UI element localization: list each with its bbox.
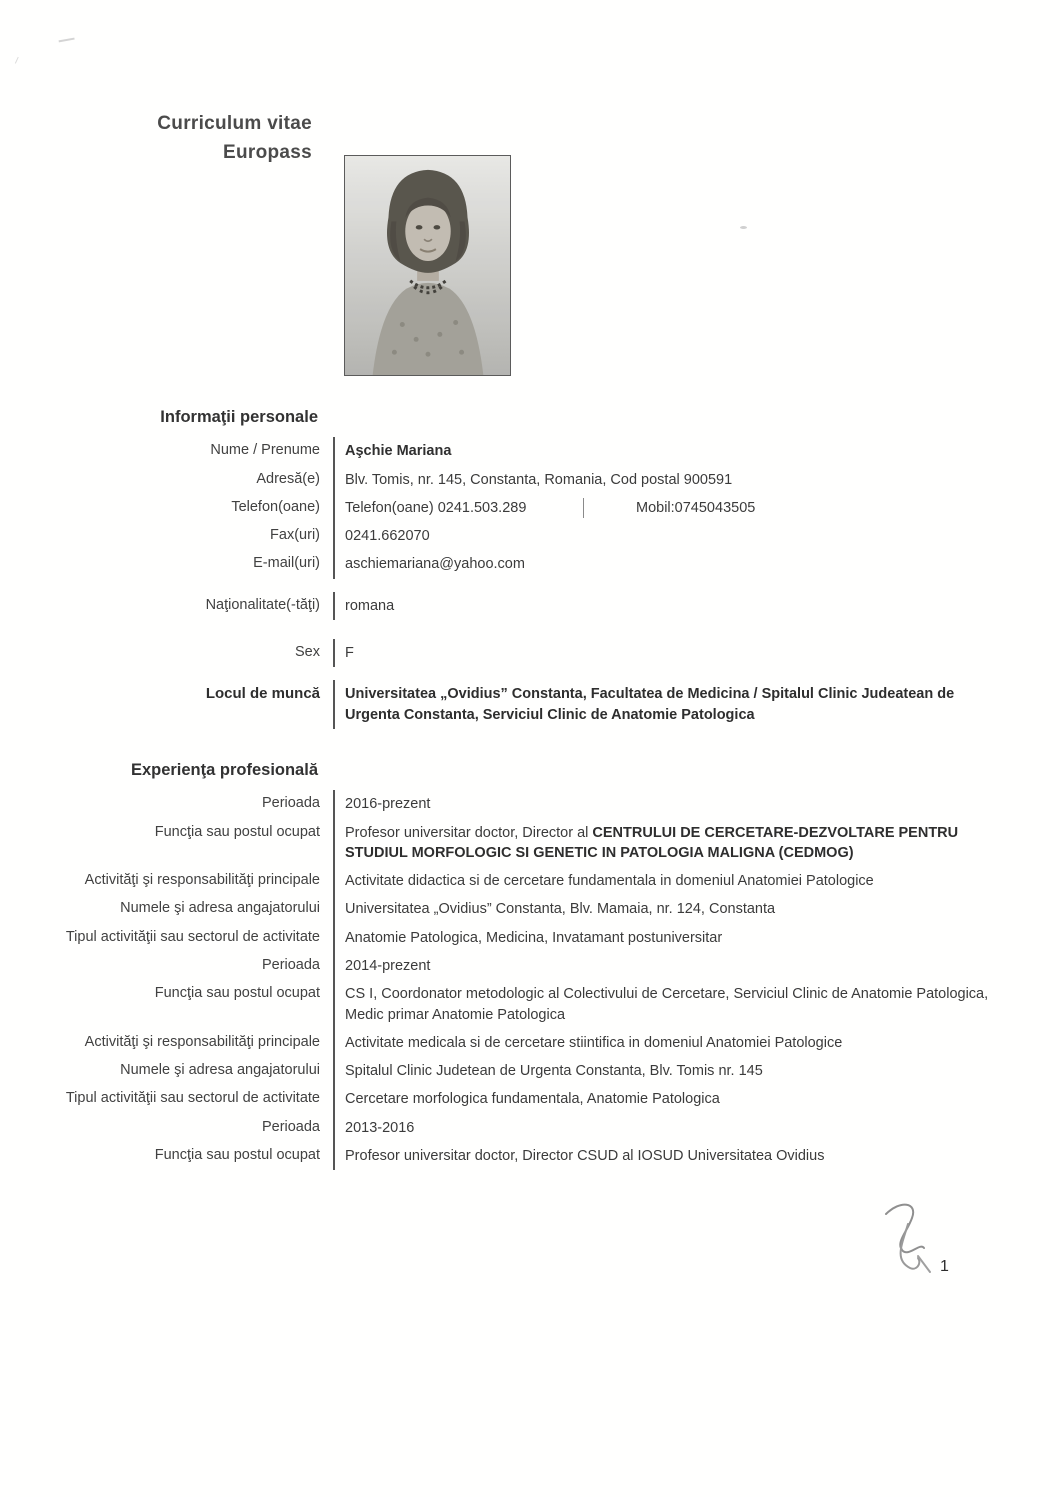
row-label: Locul de muncă xyxy=(205,685,320,703)
row-email xyxy=(0,550,1026,578)
row-value: 2013-2016 xyxy=(333,1114,1026,1142)
row-fax xyxy=(0,522,1026,550)
portrait-photo-graphic xyxy=(345,156,510,375)
scan-artifact xyxy=(15,57,24,66)
row-activitati-2 xyxy=(0,1029,1026,1057)
row-locul-de-munca xyxy=(0,680,1026,729)
row-tipul-1 xyxy=(0,924,1026,952)
row-value: Universitatea „Ovidius” Constanta, Facultatea de Medicina / Spitalul Clinic Judeatean de Urgenta Constanta, Serviciul Clinic de Anatomie Patologica xyxy=(333,680,1026,729)
row-nationalitate xyxy=(0,592,1026,620)
row-functia-2 xyxy=(0,980,1026,1029)
row-value: romana xyxy=(333,592,1026,620)
row-value: aschiemariana@yahoo.com xyxy=(333,550,1026,578)
row-value: Aşchie Mariana xyxy=(333,437,1026,465)
row-value: F xyxy=(333,639,1026,667)
portrait-photo xyxy=(344,155,511,376)
functia-text-bold: CENTRULUI DE CERCETARE-DEZVOLTARE PENTRU STUDIUL MORFOLOGIC SI GENETIC IN PATOLOGIA MALIGNA (CEDMOG) xyxy=(345,824,959,861)
functia-text: Profesor universitar doctor, Director al xyxy=(345,824,593,841)
row-value: Blv. Tomis, nr. 145, Constanta, Romania, Cod postal 900591 xyxy=(333,466,1026,494)
row-label: Perioada xyxy=(261,795,320,812)
row-label: Activităţi şi responsabilităţi principale xyxy=(84,872,320,889)
title-line-1: Curriculum vitae xyxy=(157,113,312,134)
row-label: Perioada xyxy=(261,1118,320,1135)
row-label: Nume / Prenume xyxy=(210,442,320,459)
row-perioada-1 xyxy=(0,790,1026,818)
telefon-value: Telefon(oane) 0241.503.289 xyxy=(345,499,527,516)
row-label: Naţionalitate(-tăţi) xyxy=(205,596,320,613)
scan-artifact xyxy=(57,31,74,43)
row-functia-3 xyxy=(0,1142,1026,1170)
row-value: Cercetare morfologica fundamentala, Anatomie Patologica xyxy=(333,1085,1026,1113)
row-label: Sex xyxy=(295,644,320,661)
row-value: Anatomie Patologica, Medicina, Invatamant postuniversitar xyxy=(333,924,1026,952)
cv-table xyxy=(0,402,1026,1170)
row-label: Funcţia sau postul ocupat xyxy=(154,823,320,840)
row-angajator-2 xyxy=(0,1057,1026,1085)
row-label: Tipul activităţii sau sectorul de activitate xyxy=(65,1090,320,1107)
row-value: 2014-prezent xyxy=(333,952,1026,980)
row-value: Universitatea „Ovidius” Constanta, Blv. Mamaia, nr. 124, Constanta xyxy=(333,895,1026,923)
row-label: Funcţia sau postul ocupat xyxy=(154,1147,320,1164)
row-label: Tipul activităţii sau sectorul de activitate xyxy=(65,928,320,945)
section-heading-label: Experienţa profesională xyxy=(130,760,318,779)
mobil-value: Mobil:0745043505 xyxy=(583,498,755,518)
row-adresa xyxy=(0,466,1026,494)
row-value xyxy=(333,494,1026,522)
row-nume-prenume xyxy=(0,437,1026,465)
row-value: 2016-prezent xyxy=(333,790,1026,818)
row-value: Activitate medicala si de cercetare stiintifica in domeniul Anatomiei Patologice xyxy=(333,1029,1026,1057)
row-label: Adresă(e) xyxy=(256,470,320,487)
row-functia-1 xyxy=(0,819,1026,868)
row-value xyxy=(333,819,1026,868)
section-heading-personal xyxy=(0,402,1026,432)
signature-graphic xyxy=(872,1198,944,1276)
row-angajator-1 xyxy=(0,895,1026,923)
row-telefon xyxy=(0,494,1026,522)
row-value: Spitalul Clinic Judetean de Urgenta Constanta, Blv. Tomis nr. 145 xyxy=(333,1057,1026,1085)
row-perioada-3 xyxy=(0,1114,1026,1142)
title-line-2: Europass xyxy=(223,141,312,163)
section-heading-spacer xyxy=(333,755,1026,782)
scan-artifact xyxy=(740,226,747,229)
row-label: Telefon(oane) xyxy=(231,498,320,515)
row-label: Activităţi şi responsabilităţi principale xyxy=(84,1033,320,1050)
page-number: 1 xyxy=(940,1258,949,1275)
row-activitati-1 xyxy=(0,867,1026,895)
row-label: Perioada xyxy=(261,956,320,973)
signature-mark xyxy=(872,1198,944,1276)
section-heading-spacer xyxy=(333,402,1026,429)
row-value: CS I, Coordonator metodologic al Colectivului de Cercetare, Serviciul Clinic de Anatomie Patologica, Medic primar Anatomie Patologica xyxy=(333,980,1026,1029)
row-perioada-2 xyxy=(0,952,1026,980)
row-label: Numele şi adresa angajatorului xyxy=(120,1062,320,1079)
row-tipul-2 xyxy=(0,1085,1026,1113)
section-heading-experience xyxy=(0,755,1026,785)
row-sex xyxy=(0,639,1026,667)
section-heading-label: Informaţii personale xyxy=(160,408,318,426)
row-label: Funcţia sau postul ocupat xyxy=(154,985,320,1002)
row-value: 0241.662070 xyxy=(333,522,1026,550)
row-value: Profesor universitar doctor, Director CSUD al IOSUD Universitatea Ovidius xyxy=(333,1142,1026,1170)
row-label: Numele şi adresa angajatorului xyxy=(120,900,320,917)
row-value: Activitate didactica si de cercetare fundamentala in domeniul Anatomiei Patologice xyxy=(333,867,1026,895)
document-title xyxy=(124,110,312,167)
row-label: Fax(uri) xyxy=(270,527,320,544)
row-label: E-mail(uri) xyxy=(253,555,320,572)
